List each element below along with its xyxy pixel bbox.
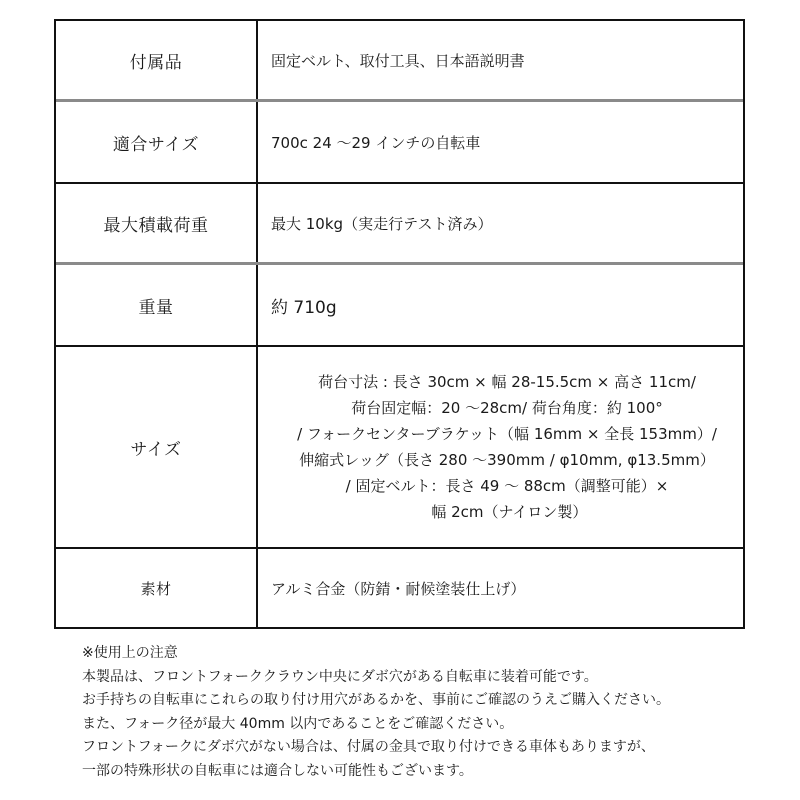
spec-row-weight — [56, 265, 743, 347]
spec-label: 重量 — [56, 265, 258, 345]
dimension-line: 荷台固定幅：20 ～28cm/ 荷台角度：約 100° — [351, 399, 663, 417]
spec-label: 適合サイズ — [56, 102, 258, 182]
usage-notes — [82, 642, 762, 783]
spec-table — [54, 19, 745, 629]
spec-row-dimensions — [56, 347, 743, 549]
spec-row-material — [56, 549, 743, 627]
spec-value: 固定ベルト、取付工具、日本語説明書 — [271, 51, 525, 70]
note-line: また、フォーク径が最大 40mm 以内であることをご確認ください。 — [82, 715, 514, 732]
dimension-line: 伸縮式レッグ（長さ 280 ～390mm / φ10mm, φ13.5mm） — [299, 451, 715, 469]
dimension-line: / 固定ベルト：長さ 49 ～ 88cm（調整可能）× — [345, 477, 669, 495]
note-line: フロントフォークにダボ穴がない場合は、付属の金具で取り付けできる車体もありますが、 — [82, 739, 655, 755]
dimension-line: 荷台寸法 : 長さ 30cm × 幅 28-15.5cm × 高さ 11cm/ — [318, 373, 696, 391]
dimension-line: 幅 2cm（ナイロン製） — [426, 503, 588, 521]
spec-row-accessories — [56, 21, 743, 102]
spec-row-compatible-size — [56, 102, 743, 184]
spec-value-dimensions — [258, 347, 743, 547]
spec-row-max-load — [56, 184, 743, 265]
spec-label: サイズ — [56, 347, 258, 547]
note-line: 本製品は、フロントフォーククラウン中央にダボ穴がある自転車に装着可能です。 — [82, 668, 598, 685]
spec-value: アルミ合金（防錆・耐候塗装仕上げ） — [271, 579, 526, 598]
spec-label: 最大積載荷重 — [56, 184, 258, 262]
note-line: 一部の特殊形状の自転車には適合しない可能性もございます。 — [82, 762, 473, 779]
dimension-line: / フォークセンターブラケット（幅 16mm × 全長 153mm）/ — [297, 425, 717, 443]
spec-value: 700c 24 ～29 インチの自転車 — [271, 133, 481, 152]
spec-label: 付属品 — [56, 21, 258, 99]
note-line: お手持ちの自転車にこれらの取り付け用穴があるかを、事前にご確認のうえご購入ください。 — [82, 692, 670, 708]
spec-value: 最大 10kg（実走行テスト済み） — [271, 214, 493, 233]
spec-label: 素材 — [56, 549, 258, 627]
spec-value: 約 710g — [271, 297, 337, 318]
notes-heading: ※使用上の注意 — [82, 645, 178, 661]
